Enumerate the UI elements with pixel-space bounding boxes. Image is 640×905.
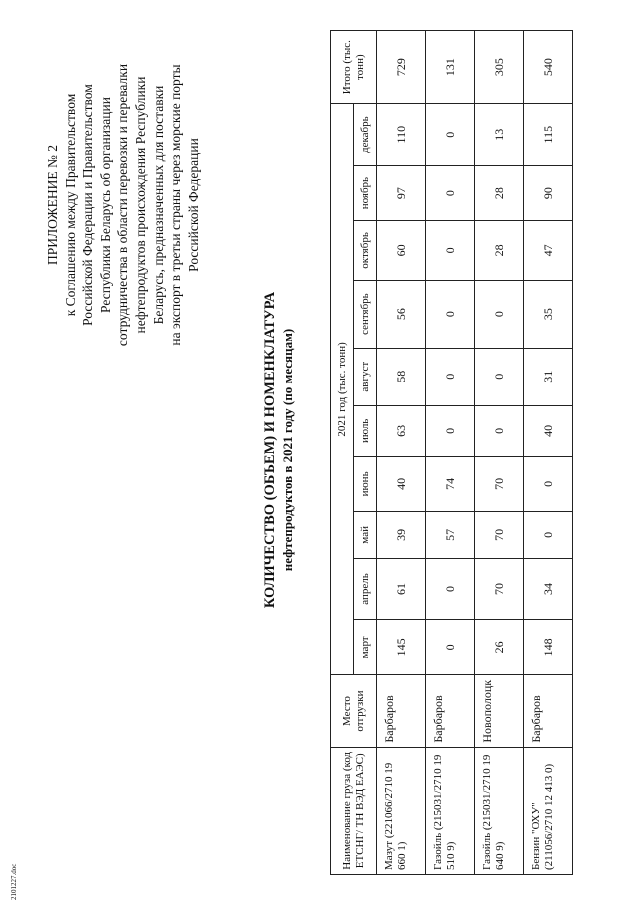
month-value: 0 <box>475 280 524 348</box>
table-row <box>524 31 573 875</box>
header-month: ноябрь <box>354 166 377 221</box>
annex-block <box>44 15 202 395</box>
month-value: 0 <box>475 348 524 405</box>
shipment-place: Барбаров <box>524 675 573 747</box>
header-cargo: Наименование груза (код ЕТСНГ/ ТН ВЭД ЕАЭС) <box>331 747 377 874</box>
month-value: 0 <box>426 280 475 348</box>
table-row <box>475 31 524 875</box>
month-value: 40 <box>377 456 426 511</box>
month-value: 0 <box>426 166 475 221</box>
month-value: 39 <box>377 512 426 559</box>
header-month: март <box>354 620 377 675</box>
month-value: 0 <box>524 512 573 559</box>
header-month: октябрь <box>354 221 377 280</box>
header-month: апрель <box>354 558 377 620</box>
month-value: 40 <box>524 405 573 456</box>
month-value: 0 <box>426 348 475 405</box>
month-value: 74 <box>426 456 475 511</box>
annex-line: Беларусь, предназначенных для поставки <box>150 85 166 325</box>
header-total: Итого (тыс. тонн) <box>331 31 377 104</box>
month-value: 58 <box>377 348 426 405</box>
row-total: 131 <box>426 31 475 104</box>
title-sub: нефтепродуктов в 2021 году (по месяцам) <box>280 328 295 572</box>
header-month: май <box>354 512 377 559</box>
month-value: 0 <box>426 221 475 280</box>
month-value: 0 <box>426 620 475 675</box>
document-title <box>262 270 296 630</box>
annex-line: Российской Федерации <box>185 138 201 272</box>
annex-line: нефтепродуктов происхождения Республики <box>132 76 148 334</box>
month-value: 0 <box>475 405 524 456</box>
month-value: 0 <box>426 558 475 620</box>
header-month: декабрь <box>354 104 377 166</box>
annex-line: Республики Беларусь об организации <box>97 97 113 313</box>
annex-line: к Соглашению между Правительством <box>62 93 78 317</box>
cargo-name: Газойль (215031/2710 19 510 9) <box>426 747 475 874</box>
header-month: июль <box>354 405 377 456</box>
header-year-group: 2021 год (тыс. тонн) <box>331 104 354 675</box>
cargo-table <box>330 30 573 875</box>
month-value: 61 <box>377 558 426 620</box>
cargo-name: Газойль (215031/2710 19 640 9) <box>475 747 524 874</box>
month-value: 110 <box>377 104 426 166</box>
table-row <box>426 31 475 875</box>
cargo-name: Бензин "ОХУ" (211056/2710 12 413 0) <box>524 747 573 874</box>
month-value: 70 <box>475 456 524 511</box>
shipment-place: Барбаров <box>426 675 475 747</box>
title-main: КОЛИЧЕСТВО (ОБЪЕМ) И НОМЕНКЛАТУРА <box>262 291 278 609</box>
month-value: 70 <box>475 512 524 559</box>
file-name-footer: 2101227.doc <box>10 863 18 900</box>
month-value: 56 <box>377 280 426 348</box>
annex-line: сотрудничества в области перевозки и перевалки <box>115 63 131 347</box>
month-value: 0 <box>426 405 475 456</box>
header-month: август <box>354 348 377 405</box>
annex-line: Российской Федерации и Правительством <box>80 84 96 326</box>
month-value: 0 <box>524 456 573 511</box>
month-value: 60 <box>377 221 426 280</box>
month-value: 63 <box>377 405 426 456</box>
shipment-place: Новополоцк <box>475 675 524 747</box>
header-place: Место отгрузки <box>331 675 377 747</box>
row-total: 729 <box>377 31 426 104</box>
month-value: 34 <box>524 558 573 620</box>
month-value: 70 <box>475 558 524 620</box>
cargo-name: Мазут (221066/2710 19 660 1) <box>377 747 426 874</box>
month-value: 97 <box>377 166 426 221</box>
annex-heading: ПРИЛОЖЕНИЕ № 2 <box>45 144 60 266</box>
month-value: 90 <box>524 166 573 221</box>
month-value: 26 <box>475 620 524 675</box>
header-month: июнь <box>354 456 377 511</box>
row-total: 540 <box>524 31 573 104</box>
month-value: 47 <box>524 221 573 280</box>
header-month: сентябрь <box>354 280 377 348</box>
month-value: 31 <box>524 348 573 405</box>
month-value: 145 <box>377 620 426 675</box>
month-value: 115 <box>524 104 573 166</box>
annex-line: на экспорт в третьи страны через морские порты <box>168 64 184 346</box>
table-row <box>377 31 426 875</box>
month-value: 0 <box>426 104 475 166</box>
month-value: 57 <box>426 512 475 559</box>
month-value: 28 <box>475 166 524 221</box>
row-total: 305 <box>475 31 524 104</box>
shipment-place: Барбаров <box>377 675 426 747</box>
month-value: 28 <box>475 221 524 280</box>
month-value: 148 <box>524 620 573 675</box>
month-value: 35 <box>524 280 573 348</box>
month-value: 13 <box>475 104 524 166</box>
